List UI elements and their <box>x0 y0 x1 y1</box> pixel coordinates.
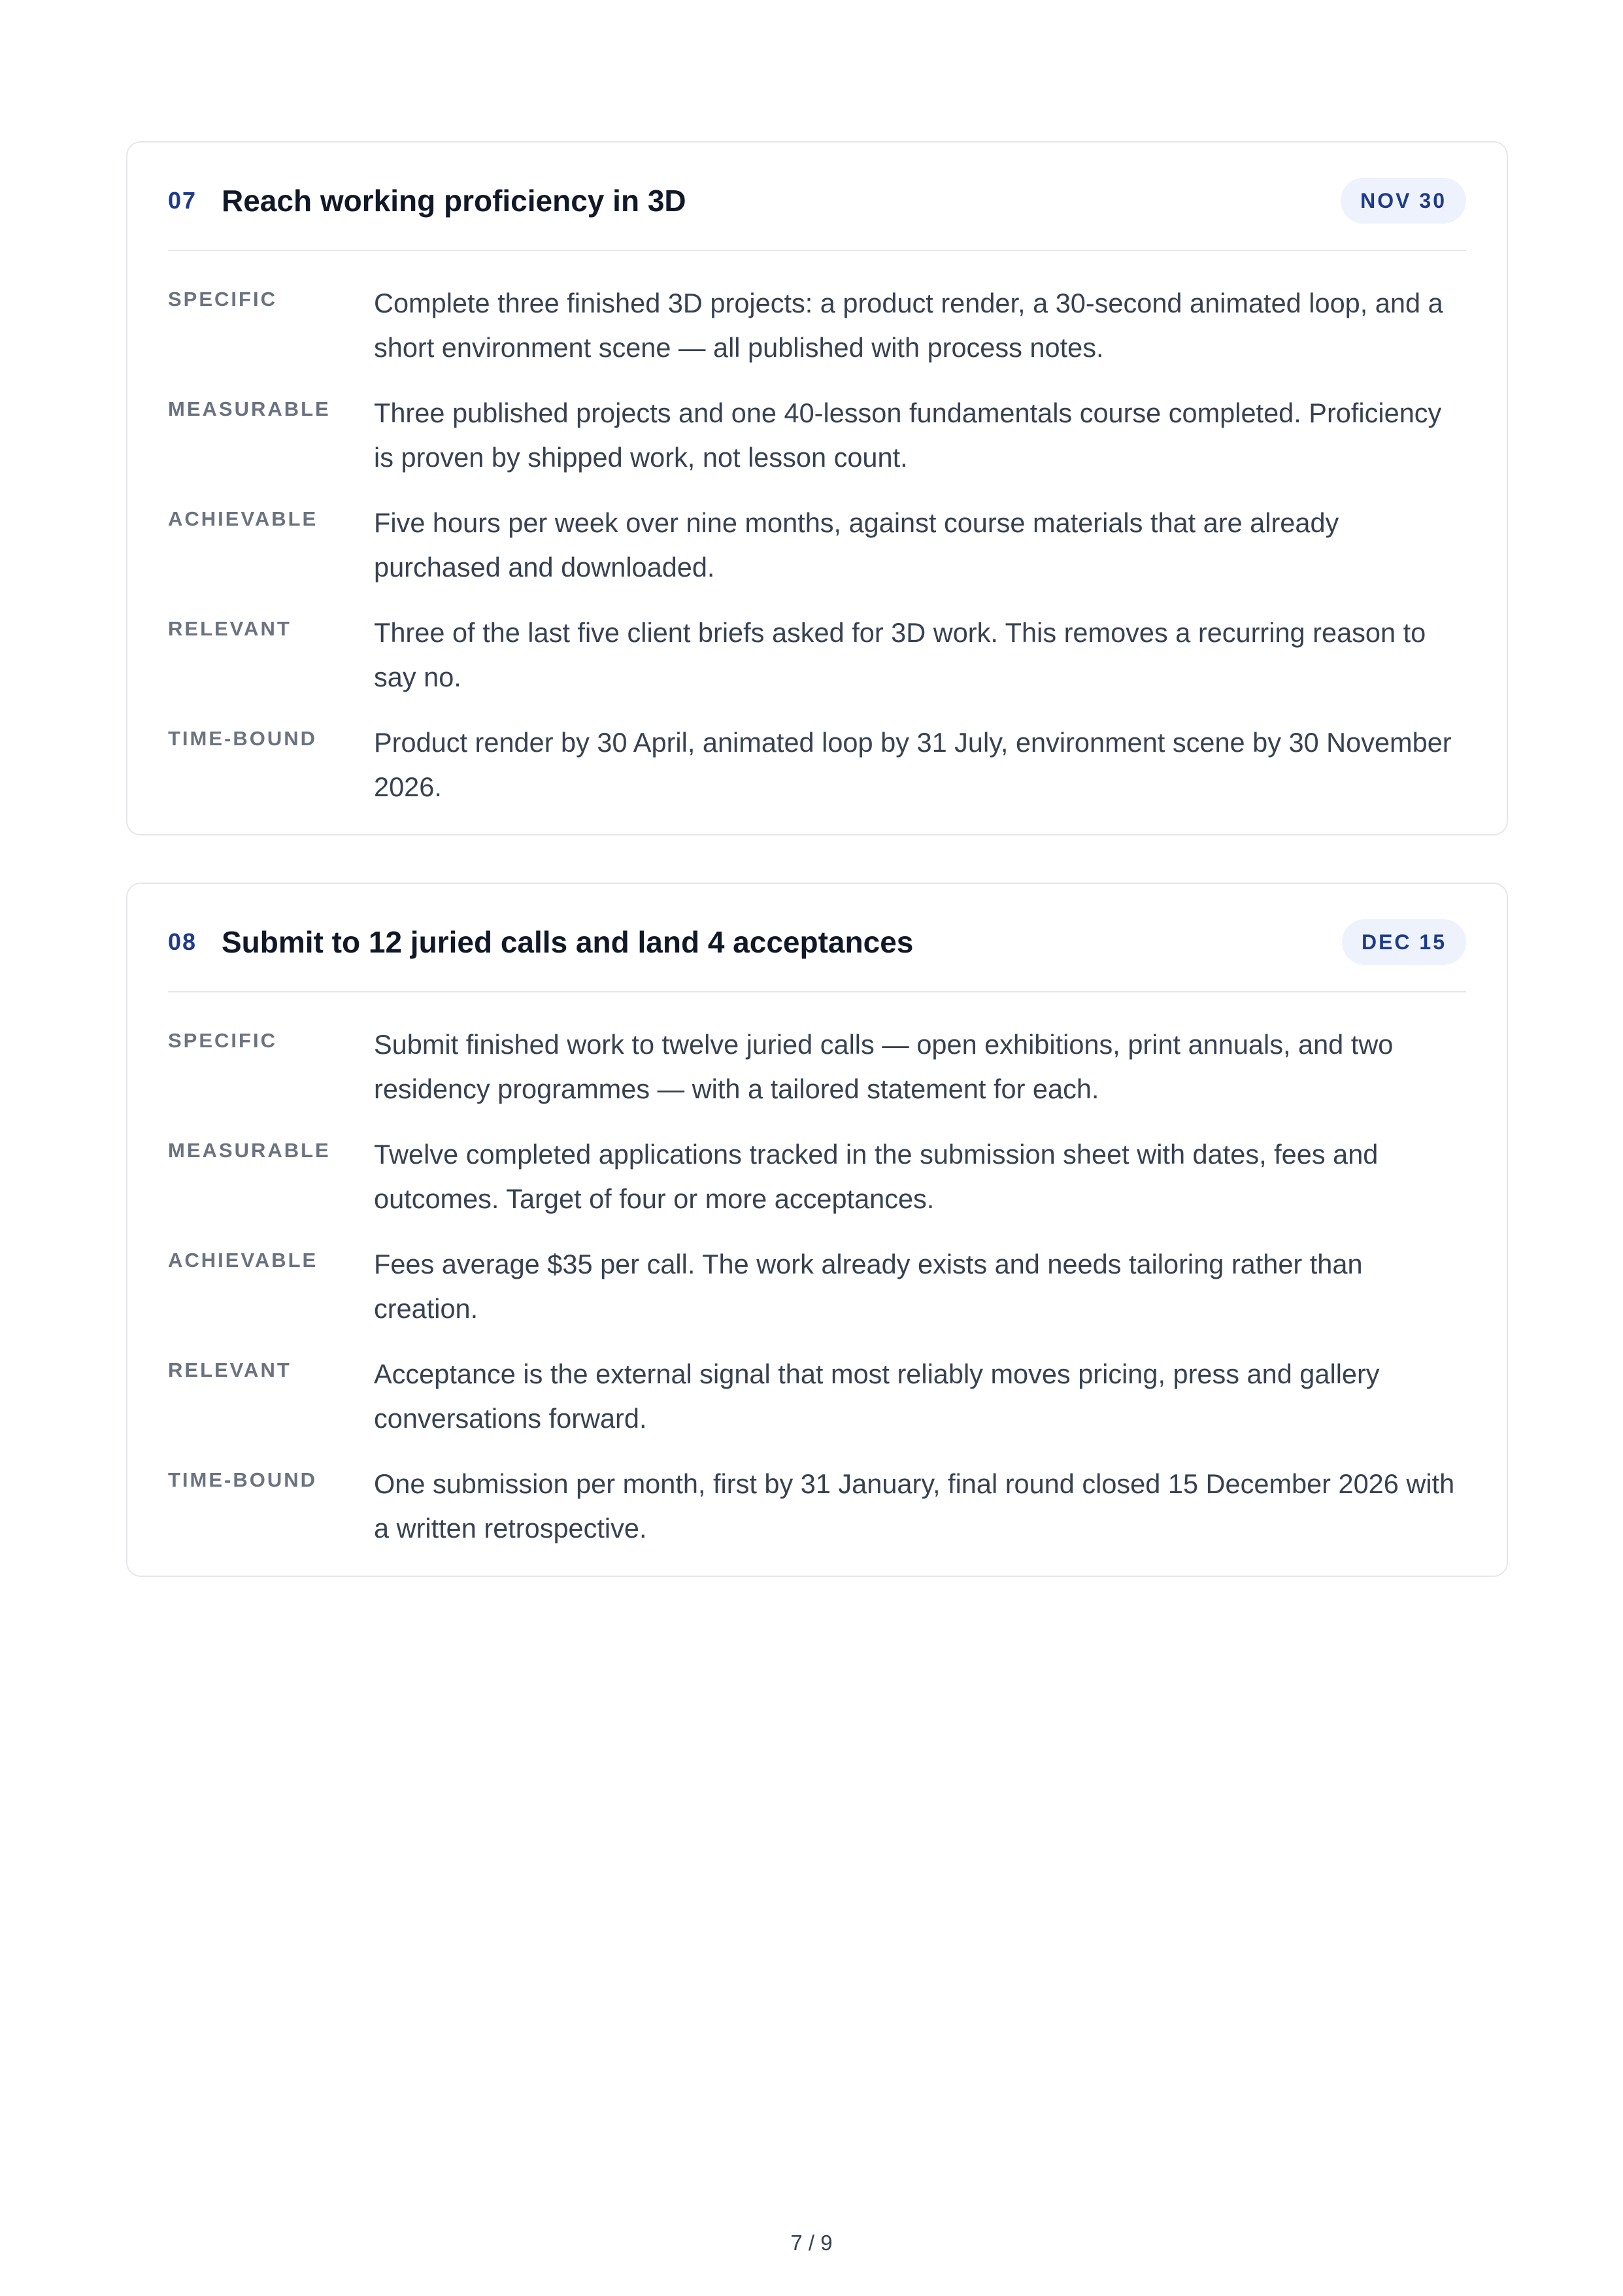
criterion-text: Twelve completed applications tracked in the submission sheet with dates, fees and outcomes. Target of four or more acceptances. <box>374 1139 1379 1214</box>
criterion-label: SPECIFIC <box>168 288 277 311</box>
criterion-text: Product render by 30 April, animated loop by 31 July, environment scene by 30 November 2026. <box>374 727 1452 802</box>
criterion-measurable <box>168 1132 1466 1221</box>
criterion-label: ACHIEVABLE <box>168 507 318 530</box>
smart-criteria-list <box>168 992 1466 1576</box>
due-date-badge: DEC 15 <box>1342 919 1466 965</box>
criterion-label: MEASURABLE <box>168 397 331 420</box>
goal-header <box>168 884 1466 992</box>
criterion-achievable <box>168 501 1466 590</box>
criterion-text: Three published projects and one 40-lesson fundamentals course completed. Proficiency is proven by shipped work, not lesson count. <box>374 397 1442 473</box>
criterion-label: MEASURABLE <box>168 1139 331 1162</box>
goal-title: Submit to 12 juried calls and land 4 acceptances <box>222 925 914 959</box>
criterion-measurable <box>168 391 1466 480</box>
due-date-badge: NOV 30 <box>1341 178 1466 224</box>
goal-title: Reach working proficiency in 3D <box>222 184 686 218</box>
criterion-specific <box>168 1022 1466 1111</box>
criterion-relevant <box>168 611 1466 700</box>
criterion-label: TIME-BOUND <box>168 727 318 750</box>
criterion-achievable <box>168 1242 1466 1331</box>
criterion-time-bound <box>168 1462 1466 1551</box>
criterion-text: One submission per month, first by 31 January, final round closed 15 December 2026 with a written retrospective. <box>374 1468 1455 1544</box>
goal-header <box>168 143 1466 251</box>
criterion-text: Complete three finished 3D projects: a product render, a 30-second animated loop, and a short environment scene — all published with process notes. <box>374 288 1443 363</box>
criterion-label: RELEVANT <box>168 1359 292 1381</box>
criterion-text: Acceptance is the external signal that most reliably moves pricing, press and gallery conversations forward. <box>374 1359 1380 1434</box>
criterion-time-bound <box>168 720 1466 809</box>
criterion-text: Three of the last five client briefs asked for 3D work. This removes a recurring reason to say no. <box>374 617 1426 692</box>
goal-card-07 <box>126 141 1508 836</box>
smart-criteria-list <box>168 251 1466 834</box>
criterion-label: SPECIFIC <box>168 1029 277 1052</box>
goal-number: 08 <box>168 928 197 955</box>
page-number: 7 / 9 <box>790 2231 833 2255</box>
goal-number: 07 <box>168 187 197 214</box>
criterion-text: Fees average $35 per call. The work already exists and needs tailoring rather than creation. <box>374 1249 1363 1324</box>
criterion-label: RELEVANT <box>168 617 292 640</box>
criterion-text: Five hours per week over nine months, against course materials that are already purchased and downloaded. <box>374 507 1339 582</box>
criterion-label: TIME-BOUND <box>168 1468 318 1491</box>
criterion-specific <box>168 281 1466 370</box>
criterion-label: ACHIEVABLE <box>168 1249 318 1272</box>
goal-card-08 <box>126 883 1508 1577</box>
criterion-relevant <box>168 1352 1466 1441</box>
criterion-text: Submit finished work to twelve juried calls — open exhibitions, print annuals, and two residency programmes — with a tailored statement for each. <box>374 1029 1394 1104</box>
